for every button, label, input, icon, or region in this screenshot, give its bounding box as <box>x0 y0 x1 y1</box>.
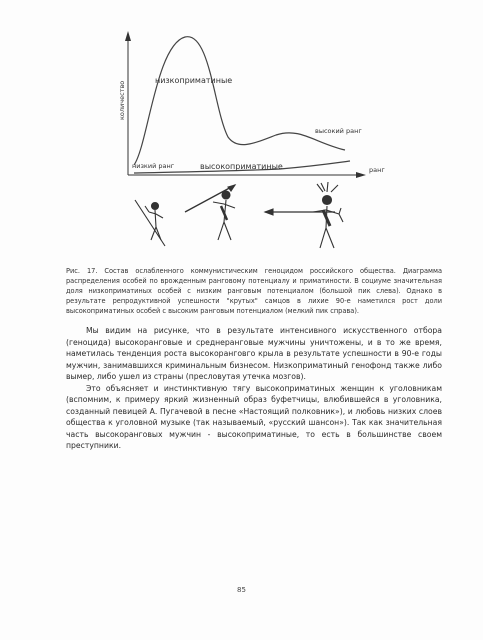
hunter-figure-right <box>265 182 343 248</box>
figure-caption: Рис. 17. Состав ослабленного коммунистическим геноцидом российского общества. Диаграмма распределения особей по врожденным ранговому потенциалу и приматиности. В социуме значительная доля низкоприматиных особей с низким ранговым потенциалом (большой пик слева). Однако в результате репродуктивной успешности "крутых" самцов в лихие 90-е наметился рост доли высокоприматиных особей с высоким ранговым потенциалом (мелкий пик справа). <box>66 267 442 315</box>
x-axis-label: ранг <box>369 166 385 174</box>
hunter-figure-middle <box>185 185 235 240</box>
body-text <box>66 325 442 452</box>
paragraph: Это объясняет и инстинктивную тягу высокоприматиных женщин к уголовникам (вспомним, к примеру яркий жизненный образ буфетчицы, влюбившейся в уголовника, созданный певицей А. Пугачевой в песне «Настоящий полковник»), и любовь низких слоев общества к уголовной музыке (так называемый, «русский шансон»). Так как значительная часть высокоранговых мужчин - высокоприматиные, то есть в большинстве своем преступники. <box>66 383 442 450</box>
page-number: 85 <box>237 586 246 594</box>
rank-distribution-diagram <box>100 25 400 185</box>
label-high-rank: высокий ранг <box>315 127 362 135</box>
distribution-curve-main <box>134 37 345 165</box>
label-low-rank: низкий ранг <box>132 162 175 170</box>
curve-label-low-primitive: низкоприматиные <box>155 76 233 85</box>
curve-label-high-primitive: высокоприматиные <box>200 162 283 171</box>
y-axis-arrow <box>125 31 131 41</box>
y-axis-label: количество <box>118 80 126 120</box>
hunter-figure-left <box>135 200 165 246</box>
paragraph: Мы видим на рисунке, что в результате интенсивного искусственного отбора (геноцида) высокоранговые и среднеранговые мужчины уничтожены, и в то же время, наметилась тенденция роста высокоранговго крыла в результате успешности в 90-е годы мужчин, занимавшихся криминальным бизнесом. Низкоприматиный генофонд также либо вымер, либо ушел из страны (пресловутая утечка мозгов). <box>66 326 442 381</box>
hunters-illustration <box>125 182 360 257</box>
x-axis-arrow <box>356 172 366 178</box>
